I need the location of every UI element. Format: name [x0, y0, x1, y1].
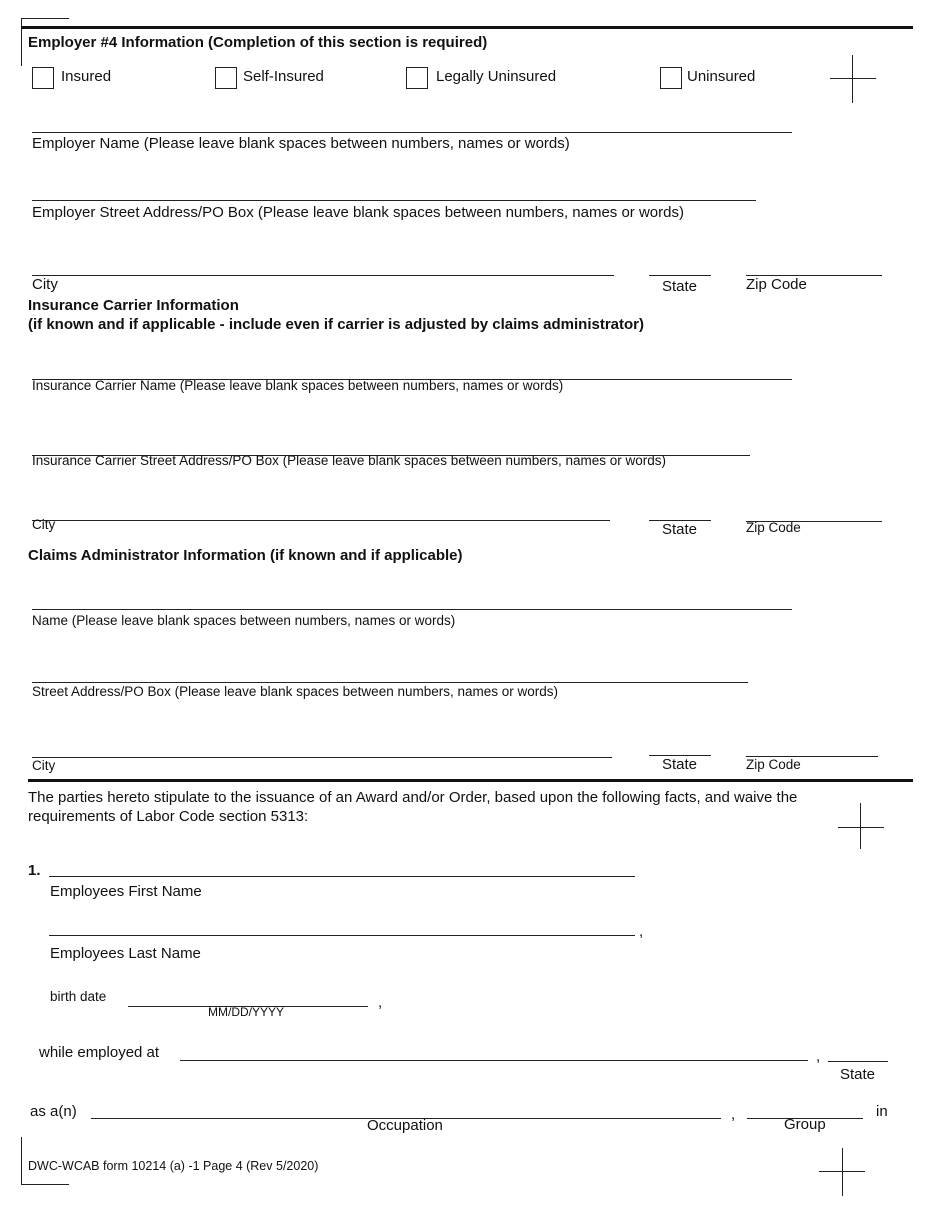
admin-address-field[interactable] [32, 656, 748, 682]
employed-at-comma: , [816, 1048, 821, 1065]
self-insured-checkbox[interactable] [215, 67, 237, 89]
employer-name-line [32, 132, 792, 133]
employed-at-label: while employed at [39, 1044, 160, 1061]
carrier-section-subtitle: (if known and if applicable - include even if carrier is adjusted by claims administrator) [28, 316, 644, 333]
employer-state-label: State [662, 278, 698, 295]
registration-mark-top-h [830, 78, 876, 79]
last-name-field[interactable] [49, 909, 635, 935]
employer-address-label: Employer Street Address/PO Box (Please leave blank spaces between numbers, names or words) [32, 204, 684, 221]
birth-date-label: birth date [50, 989, 107, 1004]
admin-city-field[interactable] [32, 731, 612, 757]
as-a-label: as a(n) [30, 1103, 77, 1120]
section-rule [28, 779, 913, 782]
admin-name-label: Name (Please leave blank spaces between numbers, names or words) [32, 613, 456, 628]
employer-zip-label: Zip Code [746, 276, 807, 293]
item-number: 1. [28, 862, 41, 879]
last-name-comma: , [639, 923, 644, 940]
stipulation-text: The parties hereto stipulate to the issuance of an Award and/or Order, based upon the following facts, and waive the requirements of Labor Code section 5313: [28, 789, 798, 825]
group-field[interactable] [747, 1092, 863, 1118]
legally-uninsured-checkbox[interactable] [406, 67, 428, 89]
birth-date-comma: , [378, 994, 383, 1011]
registration-mark-bottom [842, 1148, 843, 1196]
employer-zip-field[interactable] [746, 249, 882, 275]
employer-state-field[interactable] [649, 249, 711, 275]
carrier-state-field[interactable] [649, 494, 711, 520]
form-id: DWC-WCAB form 10214 (a) -1 Page 4 (Rev 5/2020) [28, 1159, 319, 1173]
last-name-line [49, 935, 635, 936]
employer-city-label: City [32, 276, 58, 293]
admin-city-label: City [32, 758, 56, 773]
admin-section-title: Claims Administrator Information (if known and if applicable) [28, 547, 463, 564]
employment-state-line [828, 1061, 888, 1062]
occupation-field[interactable] [91, 1092, 721, 1118]
carrier-address-label: Insurance Carrier Street Address/PO Box (Please leave blank spaces between numbers, names or words) [32, 453, 667, 468]
insured-checkbox[interactable] [32, 67, 54, 89]
registration-mark-bottom-h [819, 1171, 865, 1172]
admin-address-line [32, 682, 748, 683]
employer-city-line [32, 275, 614, 276]
registration-mark-top [852, 55, 853, 103]
carrier-zip-field[interactable] [746, 495, 882, 521]
carrier-section-title: Insurance Carrier Information [28, 297, 239, 314]
employer-section-title: Employer #4 Information (Completion of this section is required) [28, 34, 488, 51]
legally-uninsured-label: Legally Uninsured [436, 68, 557, 85]
admin-state-label: State [662, 756, 698, 773]
carrier-city-label: City [32, 517, 56, 532]
admin-zip-label: Zip Code [746, 757, 801, 772]
in-label: in [876, 1103, 888, 1120]
admin-name-field[interactable] [32, 583, 792, 609]
employer-address-line [32, 200, 756, 201]
first-name-line [49, 876, 635, 877]
self-insured-label: Self-Insured [243, 68, 324, 85]
carrier-address-field[interactable] [32, 429, 750, 455]
employment-state-field[interactable] [828, 1035, 888, 1061]
admin-address-label: Street Address/PO Box (Please leave blank spaces between numbers, names or words) [32, 684, 559, 699]
group-label: Group [784, 1116, 826, 1133]
employment-state-label: State [840, 1066, 876, 1083]
insured-label: Insured [61, 68, 112, 85]
date-format-hint: MM/DD/YYYY [208, 1005, 285, 1019]
carrier-zip-label: Zip Code [746, 520, 801, 535]
employer-name-field[interactable] [32, 106, 792, 132]
employer-address-field[interactable] [32, 174, 756, 200]
last-name-label: Employees Last Name [50, 945, 201, 962]
birth-date-field[interactable] [128, 980, 368, 1006]
occupation-label: Occupation [367, 1117, 443, 1134]
admin-city-line [32, 757, 612, 758]
admin-zip-field[interactable] [746, 730, 878, 756]
registration-mark-mid-h [838, 827, 884, 828]
carrier-name-label: Insurance Carrier Name (Please leave blank spaces between numbers, names or words) [32, 378, 564, 393]
corner-bracket-top-h [21, 18, 69, 19]
carrier-city-field[interactable] [32, 494, 610, 520]
occupation-comma: , [731, 1106, 736, 1123]
uninsured-checkbox[interactable] [660, 67, 682, 89]
corner-bracket-bottom-h [21, 1184, 69, 1185]
uninsured-label: Uninsured [687, 68, 756, 85]
employed-at-line [180, 1060, 808, 1061]
registration-mark-mid [860, 803, 861, 849]
employed-at-field[interactable] [180, 1034, 808, 1060]
top-rule [21, 26, 913, 29]
corner-bracket-bottom [21, 1137, 22, 1185]
admin-name-line [32, 609, 792, 610]
first-name-field[interactable] [49, 850, 635, 876]
carrier-city-line [32, 520, 610, 521]
employer-name-label: Employer Name (Please leave blank spaces between numbers, names or words) [32, 135, 570, 152]
employer-state-line [649, 275, 711, 276]
carrier-state-label: State [662, 521, 698, 538]
first-name-label: Employees First Name [50, 883, 202, 900]
admin-state-field[interactable] [649, 729, 711, 755]
carrier-name-field[interactable] [32, 353, 792, 379]
employer-city-field[interactable] [32, 249, 614, 275]
